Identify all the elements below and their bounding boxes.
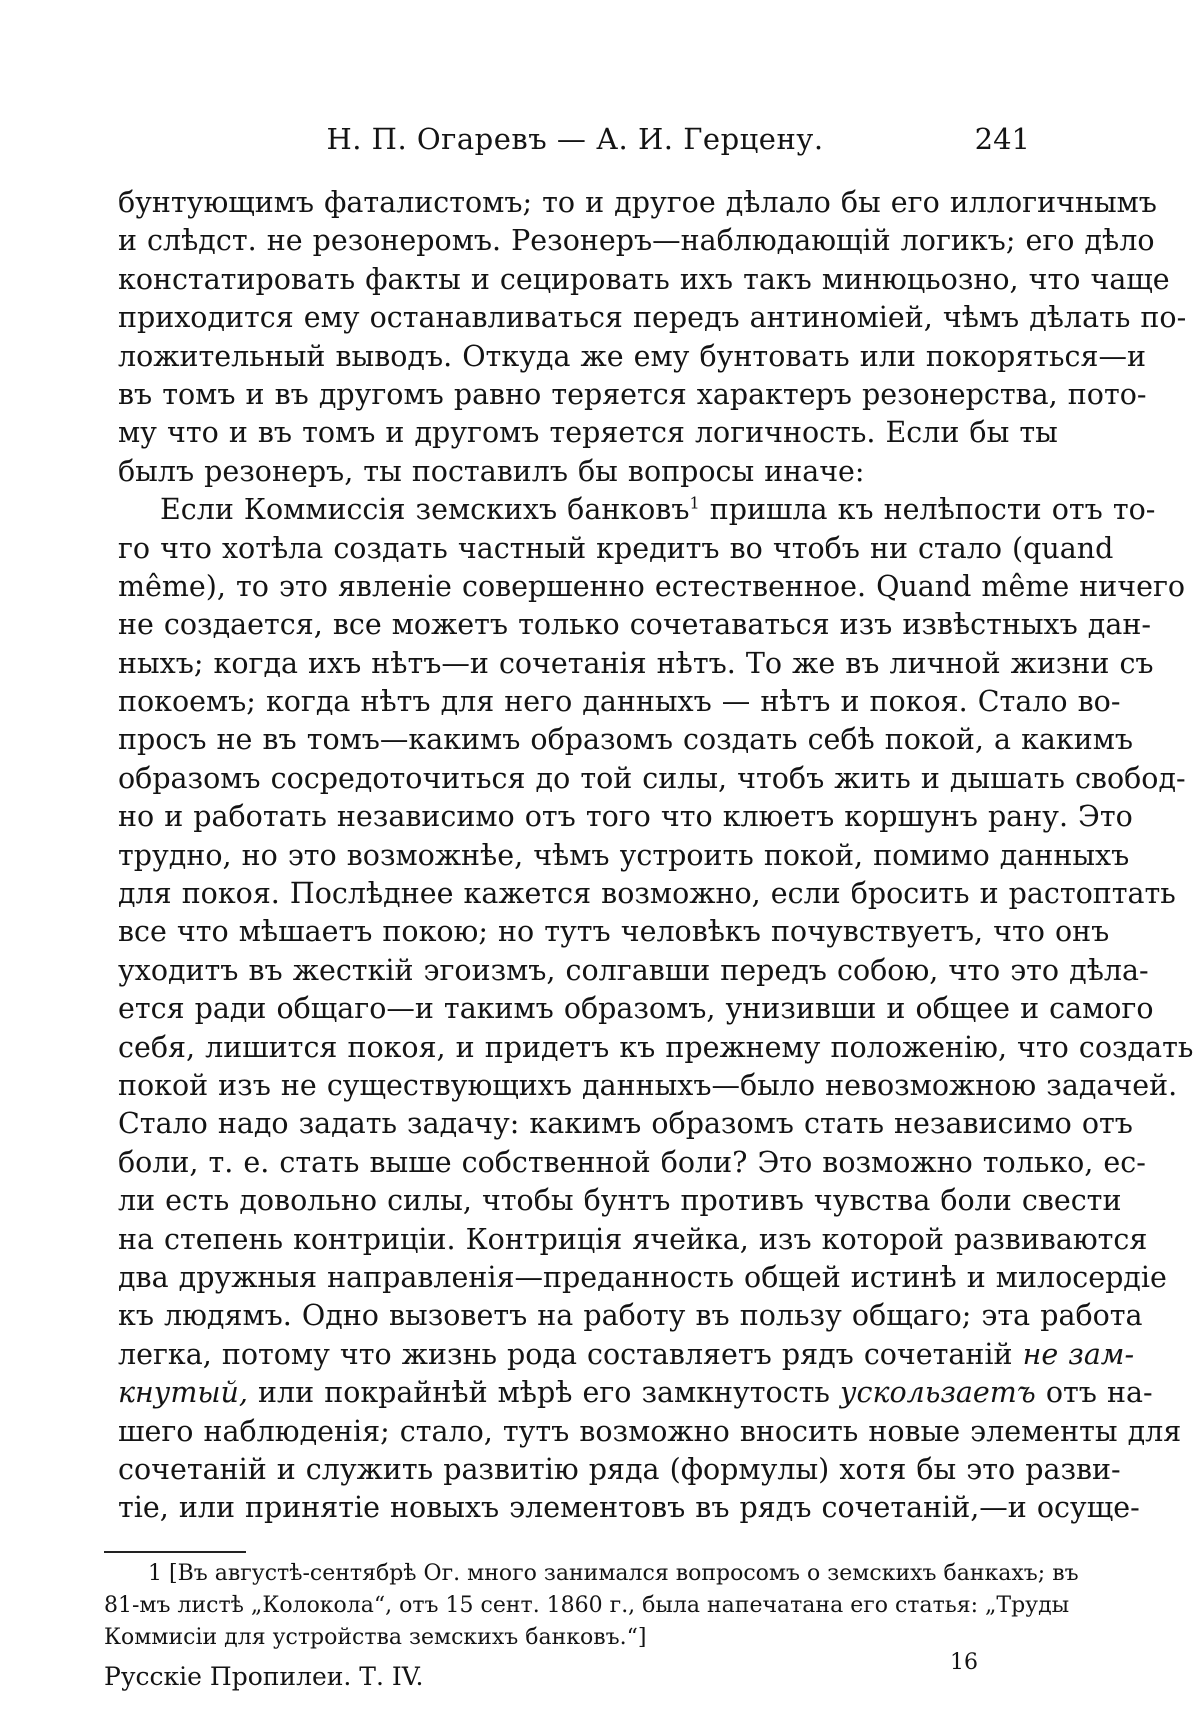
text-line: но и работать независимо отъ того что клюетъ коршунъ рану. Это <box>118 800 1133 834</box>
text-line: не создается, все можетъ только сочетаваться изъ извѣстныхъ дан- <box>118 608 1151 642</box>
footnote <box>104 1558 1079 1654</box>
text-line: констатировать факты и сецировать ихъ такъ минюцьозно, что чаще <box>118 262 1170 296</box>
text-line: образомъ сосредоточиться до той силы, чтобъ жить и дышать свобод- <box>118 761 1186 795</box>
text-line: себя, лишится покоя, и придетъ къ прежнему положенію, что создать <box>118 1030 1193 1064</box>
text-line: ложительный выводъ. Откуда же ему бунтовать или покоряться—и <box>118 339 1146 373</box>
text-line: все что мѣшаетъ покою; но тутъ человѣкъ почувствуетъ, что онъ <box>118 915 1110 949</box>
footnote-divider <box>104 1551 246 1553</box>
text-line: къ людямъ. Одно вызоветъ на работу въ пользу общаго; эта работа <box>118 1299 1143 1333</box>
text-line: тіе, или принятіе новыхъ элементовъ въ рядъ сочетаній,—и осуще- <box>118 1491 1140 1525</box>
text-line: уходитъ въ жесткій эгоизмъ, солгавши передъ собою, что это дѣла- <box>118 953 1149 987</box>
text-line: просъ не въ томъ—какимъ образомъ создать себѣ покой, а какимъ <box>118 723 1134 757</box>
text-line: Стало надо задать задачу: какимъ образомъ стать независимо отъ <box>118 1107 1133 1141</box>
text-line <box>118 1336 1135 1374</box>
footnote-mark: 1 <box>148 1561 162 1586</box>
text-line <box>118 1374 1153 1412</box>
text-span: [Въ августѣ-сентябрѣ Ог. много занимался вопросомъ о земскихъ банкахъ; въ <box>169 1561 1079 1586</box>
sheet-number: 16 <box>950 1650 978 1675</box>
italic-span: кнутый, <box>118 1376 248 1410</box>
text-span: пришла къ нелѣпости отъ то- <box>699 493 1156 527</box>
footnote-reference: 1 <box>689 493 700 513</box>
italic-span: не зам- <box>1022 1337 1135 1371</box>
main-text <box>118 184 1193 1528</box>
text-line: му что и въ томъ и другомъ теряется логичность. Если бы ты <box>118 416 1058 450</box>
text-line: приходится ему останавливаться передъ антиноміей, чѣмъ дѣлать по- <box>118 301 1187 335</box>
text-span: или покрайнѣй мѣрѣ его замкнутость <box>247 1376 841 1410</box>
text-line: ется ради общаго—и такимъ образомъ, унизивши и общее и самого <box>118 992 1154 1026</box>
paragraph-first-line <box>118 491 1156 529</box>
text-line: même), то это явленіе совершенно естественное. Quand même ничего <box>118 569 1186 603</box>
text-line: шего наблюденія; стало, тутъ возможно вносить новые элементы для <box>118 1414 1182 1448</box>
text-span: отъ на- <box>1035 1376 1153 1410</box>
footnote-line: 81-мъ листѣ „Колокола“, отъ 15 сент. 1860 г., была напечатана его статья: „Труды <box>104 1593 1070 1618</box>
text-line: ныхъ; когда ихъ нѣтъ—и сочетанія нѣтъ. То же въ личной жизни съ <box>118 646 1154 680</box>
text-line: два дружныя направленія—преданность общей истинѣ и милосердіе <box>118 1260 1167 1294</box>
text-line: трудно, но это возможнѣе, чѣмъ устроить покой, помимо данныхъ <box>118 838 1130 872</box>
text-line: на степень контриціи. Контриція ячейка, изъ которой развиваются <box>118 1222 1148 1256</box>
page-number: 241 <box>974 122 1030 156</box>
footnote-line: Коммисіи для устройства земскихъ банковъ.“] <box>104 1625 647 1650</box>
text-line: ли есть довольно силы, чтобы бунтъ противъ чувства боли свести <box>118 1184 1122 1218</box>
text-line: для покоя. Послѣднее кажется возможно, если бросить и растоптать <box>118 877 1176 911</box>
text-line: бунтующимъ фаталистомъ; то и другое дѣлало бы его иллогичнымъ <box>118 186 1157 219</box>
text-line: боли, т. е. стать выше собственной боли? Это возможно только, ес- <box>118 1145 1146 1179</box>
text-line: покой изъ не существующихъ данныхъ—было невозможною задачей. <box>118 1068 1178 1102</box>
signature-line: Русскіе Пропилеи. Т. IV. <box>104 1662 424 1691</box>
page-header <box>120 122 1030 162</box>
italic-span: ускользаетъ <box>840 1376 1036 1410</box>
text-line: въ томъ и въ другомъ равно теряется характеръ резонерства, пото- <box>118 377 1147 411</box>
text-line: покоемъ; когда нѣтъ для него данныхъ — нѣтъ и покоя. Стало во- <box>118 685 1121 719</box>
text-span: Если Коммиссія земскихъ банковъ <box>160 493 690 527</box>
text-line: былъ резонеръ, ты поставилъ бы вопросы иначе: <box>118 454 865 488</box>
footnote-line <box>104 1558 1079 1590</box>
running-title: Н. П. Огаревъ — А. И. Герцену. <box>326 122 824 156</box>
text-span: легка, потому что жизнь рода составляетъ рядъ сочетаній <box>118 1337 1023 1371</box>
text-line: и слѣдст. не резонеромъ. Резонеръ—наблюдающій логикъ; его дѣло <box>118 224 1155 258</box>
text-line: го что хотѣла создать частный кредитъ во чтобъ ни стало (quand <box>118 531 1114 565</box>
text-line: сочетаній и служить развитію ряда (формулы) хотя бы это разви- <box>118 1452 1121 1486</box>
